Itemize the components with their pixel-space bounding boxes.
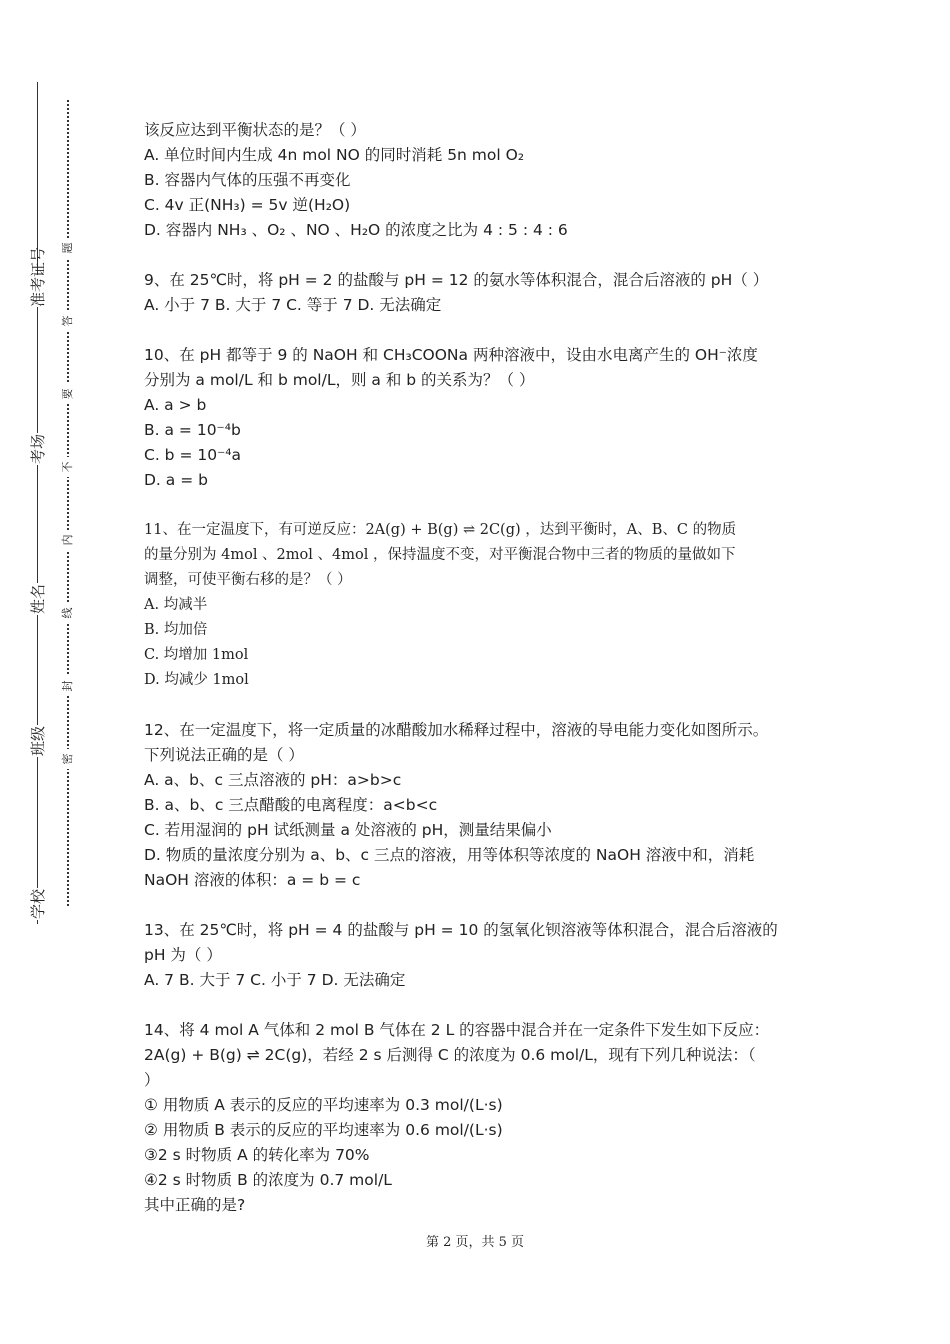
question-tail: 其中正确的是? — [144, 1196, 246, 1214]
question-stem: 12、在一定温度下，将一定质量的冰醋酸加水稀释过程中，溶液的导电能力变化如图所示。 — [144, 721, 769, 739]
question-11 — [144, 518, 814, 693]
option-b: B. a = 10⁻⁴b — [144, 421, 241, 439]
question-12 — [144, 718, 814, 893]
option-d: D. a = b — [144, 471, 208, 489]
seal-char: 不 — [58, 457, 78, 477]
question-stem: 14、将 4 mol A 气体和 2 mol B 气体在 2 L 的容器中混合并在一定条件下发生如下反应： — [144, 1021, 770, 1039]
question-stem: 的量分别为 4mol 、2mol 、4mol ，保持温度不变，对平衡混合物中三者的物质的量做如下 — [144, 547, 736, 563]
question-13 — [144, 918, 814, 993]
seal-char: 内 — [58, 530, 78, 550]
option-d: D. 物质的量浓度分别为 a、b、c 三点的溶液，用等体积等浓度的 NaOH 溶液中和，消耗 — [144, 846, 755, 864]
question-10 — [144, 343, 814, 493]
option-b: B. a、b、c 三点醋酸的电离程度：a<b<c — [144, 796, 438, 814]
statement-1: ① 用物质 A 表示的反应的平均速率为 0.3 mol/(L·s) — [144, 1096, 503, 1114]
label-exam-room: 考场 — [22, 433, 54, 465]
question-stem: 下列说法正确的是（ ） — [144, 746, 304, 764]
question-stem: 该反应达到平衡状态的是？（ ） — [144, 121, 366, 139]
seal-char: 题 — [58, 238, 78, 258]
option-c: C. b = 10⁻⁴a — [144, 446, 241, 464]
options-inline: A. 小于 7 B. 大于 7 C. 等于 7 D. 无法确定 — [144, 296, 442, 314]
seal-char: 答 — [58, 311, 78, 331]
question-stem: 分别为 a mol/L 和 b mol/L，则 a 和 b 的关系为？（ ） — [144, 371, 535, 389]
question-14 — [144, 1018, 814, 1218]
options-inline: A. 7 B. 大于 7 C. 小于 7 D. 无法确定 — [144, 971, 406, 989]
question-stem: pH 为（ ） — [144, 946, 222, 964]
option-a: A. 单位时间内生成 4n mol NO 的同时消耗 5n mol O₂ — [144, 146, 525, 164]
option-a: A. a > b — [144, 396, 207, 414]
option-d-continued: NaOH 溶液的体积：a = b = c — [144, 871, 361, 889]
seal-char: 要 — [58, 384, 78, 404]
question-stem: 13、在 25℃时，将 pH = 4 的盐酸与 pH = 10 的氢氧化钡溶液等体积混合，混合后溶液的 — [144, 921, 778, 939]
question-content — [144, 118, 814, 1218]
page-footer: 第 2 页，共 5 页 — [425, 1235, 525, 1250]
label-school: 学校 — [22, 888, 54, 920]
binding-solid-line — [37, 82, 38, 924]
option-b: B. 均加倍 — [144, 622, 208, 638]
seal-char: 封 — [58, 676, 78, 696]
option-c: C. 均增加 1mol — [144, 647, 249, 663]
question-stem: 调整，可使平衡右移的是？（ ） — [144, 572, 352, 588]
question-stem: 9、在 25℃时，将 pH = 2 的盐酸与 pH = 12 的氨水等体积混合，混合后溶液的 pH（ ） — [144, 271, 769, 289]
label-exam-number: 准考证号 — [22, 275, 54, 307]
question-8 — [144, 118, 814, 243]
option-d: D. 容器内 NH₃ 、O₂ 、NO 、H₂O 的浓度之比为 4 : 5 : 4 : 6 — [144, 221, 568, 239]
option-d: D. 均减少 1mol — [144, 672, 249, 688]
option-c: C. 若用湿润的 pH 试纸测量 a 处溶液的 pH，测量结果偏小 — [144, 821, 552, 839]
statement-2: ② 用物质 B 表示的反应的平均速率为 0.6 mol/(L·s) — [144, 1121, 503, 1139]
seal-char: 线 — [58, 603, 78, 623]
seal-char: 密 — [58, 749, 78, 769]
statement-4: ④2 s 时物质 B 的浓度为 0.7 mol/L — [144, 1171, 392, 1189]
binding-margin — [0, 0, 95, 1344]
option-c: C. 4v 正(NH₃) = 5v 逆(H₂O) — [144, 196, 351, 214]
question-stem: 11、在一定温度下，有可逆反应：2A(g) + B(g) ⇌ 2C(g) ，达到平衡时，A、B、C 的物质 — [144, 522, 737, 538]
question-stem: ） — [144, 1071, 160, 1089]
seal-dotted-line — [67, 100, 69, 906]
option-a: A. a、b、c 三点溶液的 pH：a>b>c — [144, 771, 402, 789]
option-b: B. 容器内气体的压强不再变化 — [144, 171, 351, 189]
label-name: 姓名 — [22, 583, 54, 615]
question-stem: 10、在 pH 都等于 9 的 NaOH 和 CH₃COONa 两种溶液中，设由水电离产生的 OH⁻浓度 — [144, 346, 758, 364]
label-class: 班级 — [22, 725, 54, 757]
option-a: A. 均减半 — [144, 597, 208, 613]
question-stem: 2A(g) + B(g) ⇌ 2C(g)，若经 2 s 后测得 C 的浓度为 0.6 mol/L，现有下列几种说法：（ — [144, 1046, 756, 1064]
question-9 — [144, 268, 814, 318]
statement-3: ③2 s 时物质 A 的转化率为 70% — [144, 1146, 370, 1164]
